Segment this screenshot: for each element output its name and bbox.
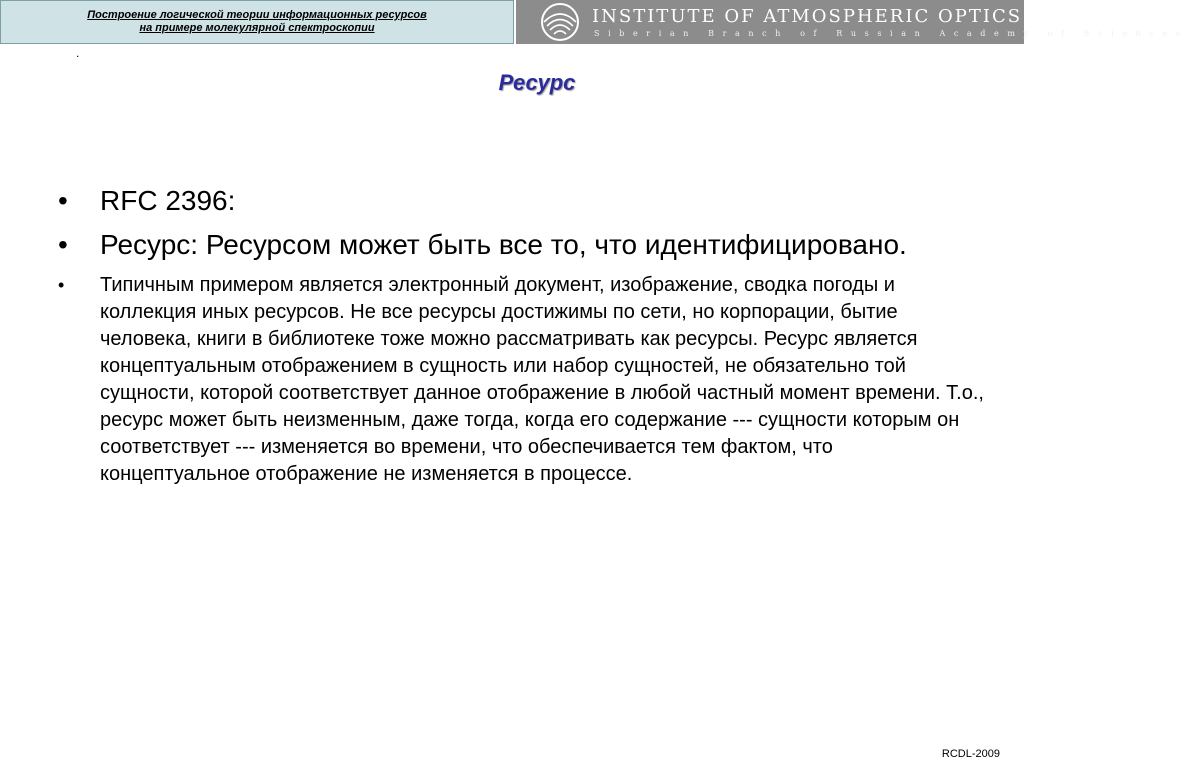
institute-subtitle: Siberian Branch of Russian Academy of Sciences (594, 29, 1188, 38)
bullet-item (56, 182, 986, 220)
bullet-text: Типичным примером является электронный документ, изображение, сводка погоды и коллекция иных ресурсов. Не все ресурсы достижимы по сети, но корпорации, бытие человека, книги в библиотеке тоже можно рассматривать как ресурсы. Ресурс является концептуальным отображением в сущность или набор сущностей, не обязательно той сущности, которой соответствует данное отображение в любой частный момент времени. Т.о., ресурс может быть неизменным, даже тогда, когда его содержание --- сущности которым он соответствует --- изменяется во времени, что обеспечивается тем фактом, что концептуальное отображение не изменяется в процессе. (100, 274, 984, 485)
bullet-item (56, 226, 986, 264)
bullet-mark: • (58, 275, 65, 295)
institute-name: INSTITUTE OF ATMOSPHERIC OPTICS (592, 6, 1023, 27)
topic-line-2: на примере молекулярной спектроскопии (139, 22, 375, 34)
dot-mark: . (76, 46, 80, 60)
bullet-mark: • (58, 229, 68, 260)
bullet-item (56, 272, 986, 488)
bullet-text: Ресурс: Ресурсом может быть все то, что идентифицировано. (100, 229, 907, 260)
slide-title: Ресурс (498, 70, 576, 95)
bullet-list (56, 182, 986, 494)
institute-banner (516, 0, 1188, 44)
bullet-text: RFC 2396: (100, 185, 236, 216)
topic-line-1: Построение логической теории информационных ресурсов (87, 9, 427, 21)
bullet-mark: • (58, 185, 68, 216)
footer-label: RCDL-2009 (941, 748, 1000, 760)
institute-logo-icon (540, 2, 580, 42)
presentation-topic-banner (0, 0, 514, 44)
